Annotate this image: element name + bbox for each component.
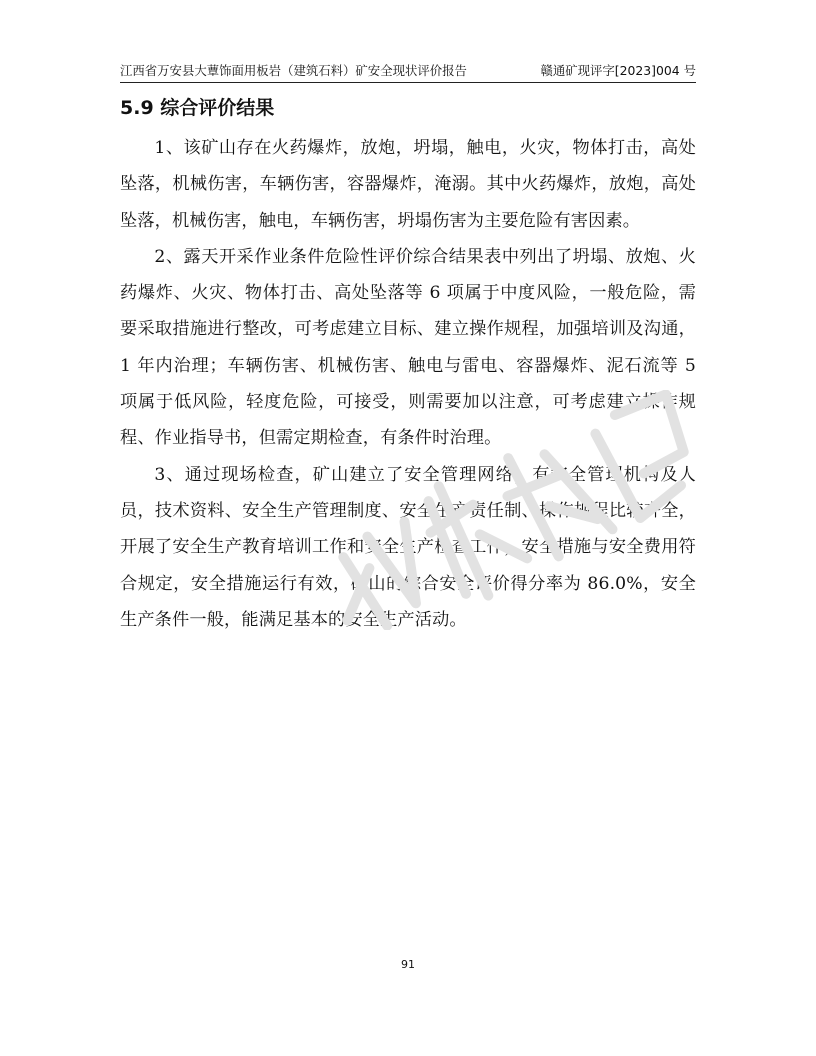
section-heading: 5.9 综合评价结果 [120,97,275,119]
page-number: 91 [401,958,415,971]
paragraph-1: 1、该矿山存在火药爆炸，放炮，坍塌，触电，火灾，物体打击，高处坠落，机械伤害，车辆伤害，容器爆炸，淹溺。其中火药爆炸，放炮，高处坠落，机械伤害，触电，车辆伤害，坍塌伤害为主要危险有害因素。 [120,138,696,231]
report-title: 江西省万安县大蕈饰面用板岩（建筑石料）矿安全现状评价报告 [120,63,467,78]
paragraph-2: 2、露天开采作业条件危险性评价综合结果表中列出了坍塌、放炮、火药爆炸、火灾、物体打击、高处坠落等 6 项属于中度风险，一般危险，需要采取措施进行整改，可考虑建立目标、建立操作规程，加强培训及沟通，1 年内治理；车辆伤害、机械伤害、触电与雷电、容器爆炸、泥石流等 5 项属于低风险，轻度危险，可接受，则需要加以注意，可考虑建立操作规程、作业指导书，但需定期检查，有条件时治理。 [120,246,696,449]
body-text [120,130,696,638]
page-header [120,62,696,83]
paragraph-3: 3、通过现场检查，矿山建立了安全管理网络，有安全管理机构及人员，技术资料、安全生产管理制度、安全生产责任制、操作规程比较齐全，开展了安全生产教育培训工作和安全生产检查工作，安全措施与安全费用符合规定，安全措施运行有效，矿山的综合安全评价得分率为 86.0%，安全生产条件一般，能满足基本的安全生产活动。 [120,464,696,630]
report-number: 赣通矿现评字[2023]004 号 [540,63,696,78]
